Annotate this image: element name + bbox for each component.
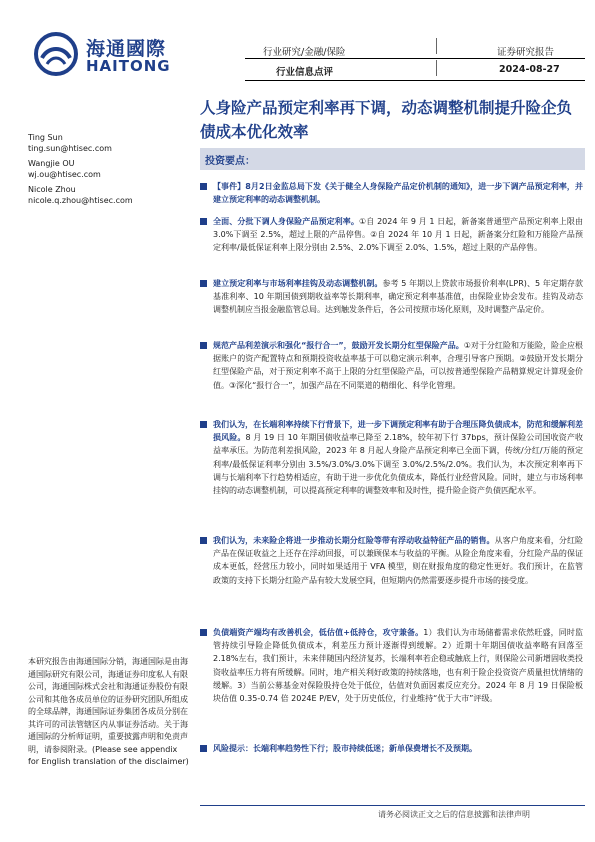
bullet-view-participating: 我们认为，未来险企将进一步推动长期分红险等带有浮动收益特征产品的销售。从客户角度来看，分红险产品在保证收益之上还存在浮动回报，可以兼顾保本与收益的平衡。从险企角度来看，分红险产品的保证成本更低，经营压力较小，同时如果适用于 VFA 模型，则在财报角度的稳定性更好。我们预计，在监管政策的支持下长期分红险产品有较大发展空间，但短期内仍然需要逐步提升市场的接受度。 — [200, 534, 583, 587]
report-category: 行业研究/金融/保险 — [263, 47, 346, 58]
square-bullet-icon — [200, 342, 207, 349]
author-1 — [28, 132, 112, 154]
header-divider-2 — [436, 60, 437, 76]
report-subtype: 行业信息点评 — [276, 67, 334, 78]
bullet-dynamic-mechanism: 建立预定利率与市场利率挂钩及动态调整机制。参考 5 年期以上贷款市场报价利率(LPR)、5 年定期存款基准利率、10 年期国债到期收益率等长期利率，确定预定利率基准值，由保险业协会发布。挂钩及动态调整机制应当报金融监管总局。达到触发条件后，各公司按照市场化原则，及时调整产品定价。 — [200, 277, 583, 317]
header-divider — [436, 38, 437, 54]
author-email[interactable]: nicole.q.zhou@htisec.com — [28, 196, 133, 205]
bullet-event: 【事件】8月2日金监总局下发《关于健全人身保险产品定价机制的通知》，进一步下调产品预定利率，并建立预定利率的动态调整机制。 — [200, 180, 583, 206]
square-bullet-icon — [200, 183, 207, 190]
haitong-emblem-icon — [34, 32, 80, 76]
square-bullet-icon — [200, 745, 207, 752]
logo-name-en: HAITONG — [86, 57, 171, 75]
author-email[interactable]: wj.ou@htisec.com — [28, 170, 101, 179]
author-name: Nicole Zhou — [28, 185, 76, 194]
bullet-rate-cut: 全面、分批下调人身保险产品预定利率。①自 2024 年 9 月 1 日起，新备案普通型产品预定利率上限由 3.0%下调至 2.5%，超过上限的产品停售。②自 2024 年 10 月 1 日起，新备案分红险和万能险产品预定利率/最低保证利率上限分别由 2.5%、2.0%下调至 2.0%、1.5%，超过上限的产品停售。 — [200, 215, 583, 255]
bullet-product-regulation: 规范产品利差演示和强化“报行合一”，鼓励开发长期分红型保险产品。①对于分红险和万能险，险企应根据账户的资产配置特点和预期投资收益率基于可以稳定演示利率，合理引导客户预期。②鼓励开发长期分红型保险产品，对于预定利率不高于上限的分红型保险产品，可以按普通型保险产品精算规定计算现金价值。③深化“报行合一”，加强产品在不同渠道的精细化、科学化管理。 — [200, 339, 583, 392]
bullet-valuation: 负债端资产端均有改善机会，低估值+低持仓，攻守兼备。1）我们认为市场储蓄需求依然旺盛，同时监管持续引导险企降低负债成本，利差压力预计逐渐得到缓解。2）近期十年期国债收益率略有回落至 2.18%左右，我们预计，未来伴随国内经济复苏，长端利率若企稳或触底上行，则保险公司新增固收类投资收益率压力将有所缓解。同时，地产相关利好政策的持续落地，也有利于险企投资资产质量担忧情绪的缓解。3）当前公募基金对保险股持仓处于低位，估值对负面因素反应充分。2024 年 8 月 19 日保险板块估值 0.35-0.74 倍 2024E P/EV，处于历史低位，行业维持“优于大市”评级。 — [200, 626, 583, 705]
square-bullet-icon — [200, 280, 207, 287]
square-bullet-icon — [200, 218, 207, 225]
square-bullet-icon — [200, 421, 207, 428]
footer-notice: 请务必阅读正文之后的信息披露和法律声明 — [378, 810, 530, 819]
section-title: 投资要点： — [205, 156, 255, 167]
header-rule-2 — [245, 80, 585, 81]
author-name: Ting Sun — [28, 133, 63, 142]
haitong-logo — [34, 32, 199, 76]
report-type: 证券研究报告 — [497, 47, 555, 58]
square-bullet-icon — [200, 537, 207, 544]
author-email[interactable]: ting.sun@htisec.com — [28, 144, 112, 153]
report-title: 人身险产品预定利率再下调，动态调整机制提升险企负债成本优化效率 — [200, 98, 573, 141]
report-date: 2024-08-27 — [499, 64, 560, 75]
bullet-view-cost: 我们认为，在长端利率持续下行背景下，进一步下调预定利率有助于合理压降负债成本，防范和缓解利差损风险。8 月 19 日 10 年期国债收益率已降至 2.18%，较年初下行 37bps，预计保险公司国收资产收益率承压。为防范利差损风险，2023 年 8 月起人身险产品预定利率已全面下调，传统/分红/万能的预定利率/最低保证利率分别由 3.5%/3.0%/3.0%下调至 3.0%/2.5%/2.0%。我们认为，本次预定利率再下调与长端利率下行趋势相适应，有助于进一步优化负债成本，降低行业经营风险。同时，建立与市场利率挂钩的动态调整机制，可以提高预定利率的调整效率和及时性，提升险企资产负债匹配水平。 — [200, 418, 583, 497]
section-header-bar — [200, 148, 585, 170]
author-name: Wangjie OU — [28, 159, 75, 168]
footer-rule — [200, 805, 585, 806]
header-rule — [245, 58, 585, 59]
author-2 — [28, 158, 101, 180]
square-bullet-icon — [200, 629, 207, 636]
distribution-disclaimer: 本研究报告由海通国际分销，海通国际是由海通国际研究有限公司，海通证券印度私人有限公司，海通国际株式会社和海通证券股份有限公司和其他各成员单位的证券研究团队所组成的全球品牌，海通国际证券集团各成员分别在其许可的司法管辖区内从事证券活动。关于海通国际的分析师证明，重要披露声明和免责声明，请参阅附录。(Please see appendix for English translation of the disclaimer) — [28, 657, 189, 766]
logo-name-cn: 海通國際 — [86, 38, 167, 60]
bullet-risk: 风险提示：长端利率趋势性下行；股市持续低迷；新单保费增长不及预期。 — [200, 742, 583, 755]
author-3 — [28, 184, 133, 206]
